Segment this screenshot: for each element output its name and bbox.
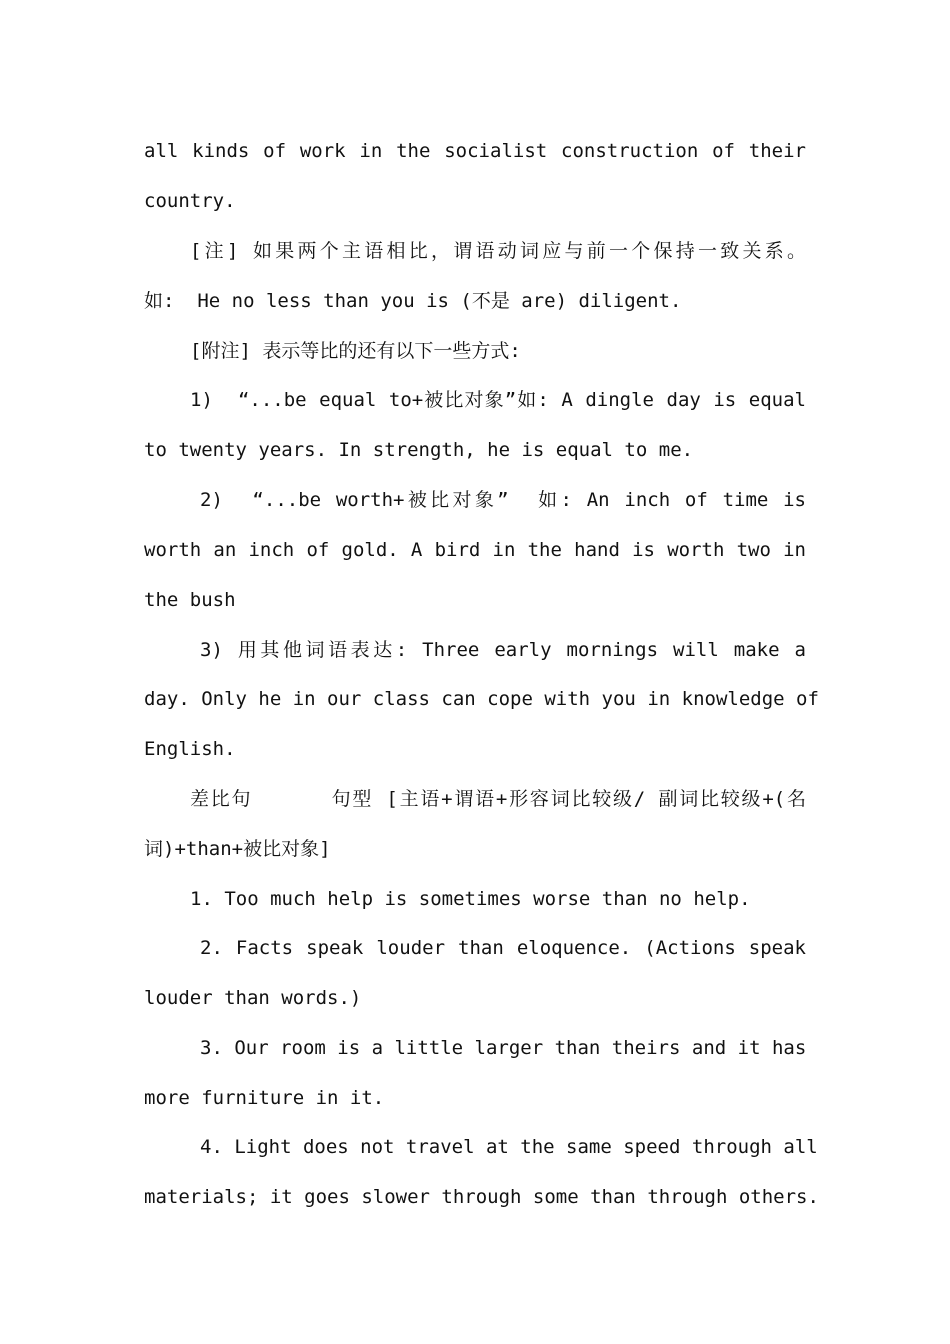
appendix-note-line: [附注] 表示等比的还有以下一些方式: [190, 340, 521, 362]
list-item-line: 1) “...be equal to+被比对象”如: A dingle day is equal [190, 389, 806, 411]
text-line: 词)+than+被比对象] [144, 838, 331, 860]
text-line: day. Only he in our class can cope with you in knowledge of [144, 688, 819, 710]
text-line: louder than words.) [144, 987, 362, 1009]
section-heading-line: 差比句 句型 [主语+谓语+形容词比较级/ 副词比较级+(名 [190, 788, 806, 810]
text-line: more furniture in it. [144, 1087, 385, 1109]
list-item-line: 4. Light does not travel at the same speed through all [200, 1136, 818, 1158]
list-item-line: 2. Facts speak louder than eloquence. (Actions speak [200, 937, 806, 959]
list-item-line: 2) “...be worth+被比对象” 如: An inch of time is [200, 489, 806, 511]
text-line: the bush [144, 589, 236, 611]
text-line: English. [144, 738, 236, 760]
text-line: worth an inch of gold. A bird in the hand is worth two in [144, 539, 806, 561]
text-line: to twenty years. In strength, he is equal to me. [144, 439, 694, 461]
text-line: country. [144, 190, 236, 212]
example-line: 如: He no less than you is (不是 are) diligent. [144, 290, 682, 312]
note-line: [注] 如果两个主语相比，谓语动词应与前一个保持一致关系。 [190, 240, 806, 262]
text-line: all kinds of work in the socialist construction of their [144, 140, 806, 162]
text-line: materials; it goes slower through some than through others. [144, 1186, 819, 1208]
list-item-line: 3) 用其他词语表达: Three early mornings will make a [200, 639, 806, 661]
list-item-line: 3. Our room is a little larger than theirs and it has [200, 1037, 807, 1059]
list-item-line: 1. Too much help is sometimes worse than no help. [190, 888, 751, 910]
